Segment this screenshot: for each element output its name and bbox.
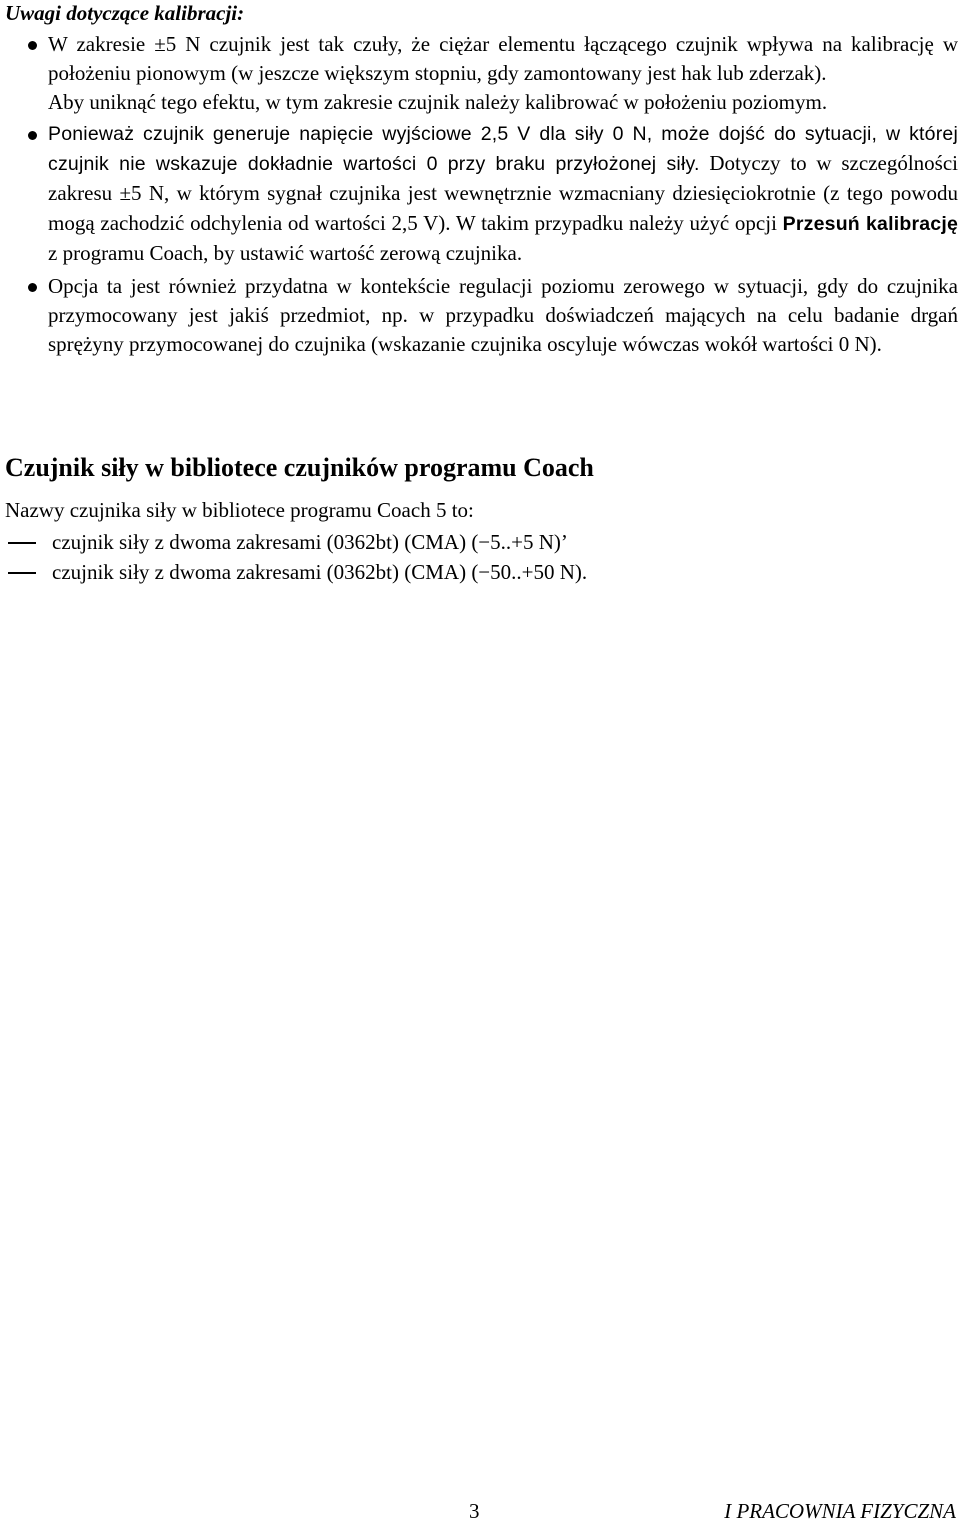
calibration-notes-list (0, 30, 960, 359)
bullet-icon (28, 41, 37, 50)
bullet-icon (28, 283, 37, 292)
note-text (48, 120, 958, 269)
note-text-part: Dotyczy to w szczególności zakresu ±5 N, w którym sygnał czujnika jest wewnętrznie wzmacniany dziesięciokrotnie (z tego powodu mogą zachodzić odchylenia od wartości 2,5 V). W takim przypadku należy użyć opcji (48, 151, 958, 235)
note-text-part: Ponieważ czujnik generuje napięcie wyjściowe 2,5 V dla siły 0 N, może dojść do sytuacji, w której czujnik nie wskazuje dokładnie wartości 0 przy braku przyłożonej siły. (48, 123, 958, 175)
sensor-name-list (0, 527, 587, 587)
note-followup-text: Aby uniknąć tego efektu, w tym zakresie czujnik należy kalibrować w położeniu poziomym. (48, 90, 828, 114)
sensor-name: czujnik siły z dwoma zakresami (0362bt) (CMA) (−5..+5 N)’ (52, 530, 568, 554)
calibration-notes-heading: Uwagi dotyczące kalibracji: (5, 1, 245, 25)
list-item (0, 527, 587, 557)
list-item (0, 557, 587, 587)
dash-icon (8, 572, 36, 574)
note-text-part: z programu Coach, by ustawić wartość zerową czujnika. (48, 241, 523, 265)
section-title: Czujnik siły w bibliotece czujników programu Coach (5, 453, 594, 482)
note-text: W zakresie ±5 N czujnik jest tak czuły, że ciężar elementu łączącego czujnik wpływa na kalibrację w położeniu pionowym (w jeszcze większym stopniu, gdy zamontowany jest hak lub zderzak). (48, 32, 958, 85)
dash-icon (8, 542, 36, 544)
sensor-name: czujnik siły z dwoma zakresami (0362bt) (CMA) (−50..+50 N). (52, 560, 588, 584)
page-number: 3 (469, 1499, 480, 1523)
library-intro: Nazwy czujnika siły w bibliotece programu Coach 5 to: (5, 498, 474, 522)
footer-publication-title: I PRACOWNIA FIZYCZNA (724, 1499, 956, 1523)
option-name: Przesuń kalibrację (782, 213, 958, 235)
note-text: Opcja ta jest również przydatna w kontekście regulacji poziomu zerowego w sytuacji, gdy do czujnika przymocowany jest jakiś przedmiot, np. w przypadku doświadczeń mających na celu badanie drgań sprężyny przymocowanej do czujnika (wskazanie czujnika oscyluje wówczas wokół wartości 0 N). (48, 274, 958, 356)
list-item (0, 30, 958, 117)
list-item (0, 120, 958, 269)
list-item (0, 272, 958, 359)
bullet-icon (28, 131, 37, 140)
